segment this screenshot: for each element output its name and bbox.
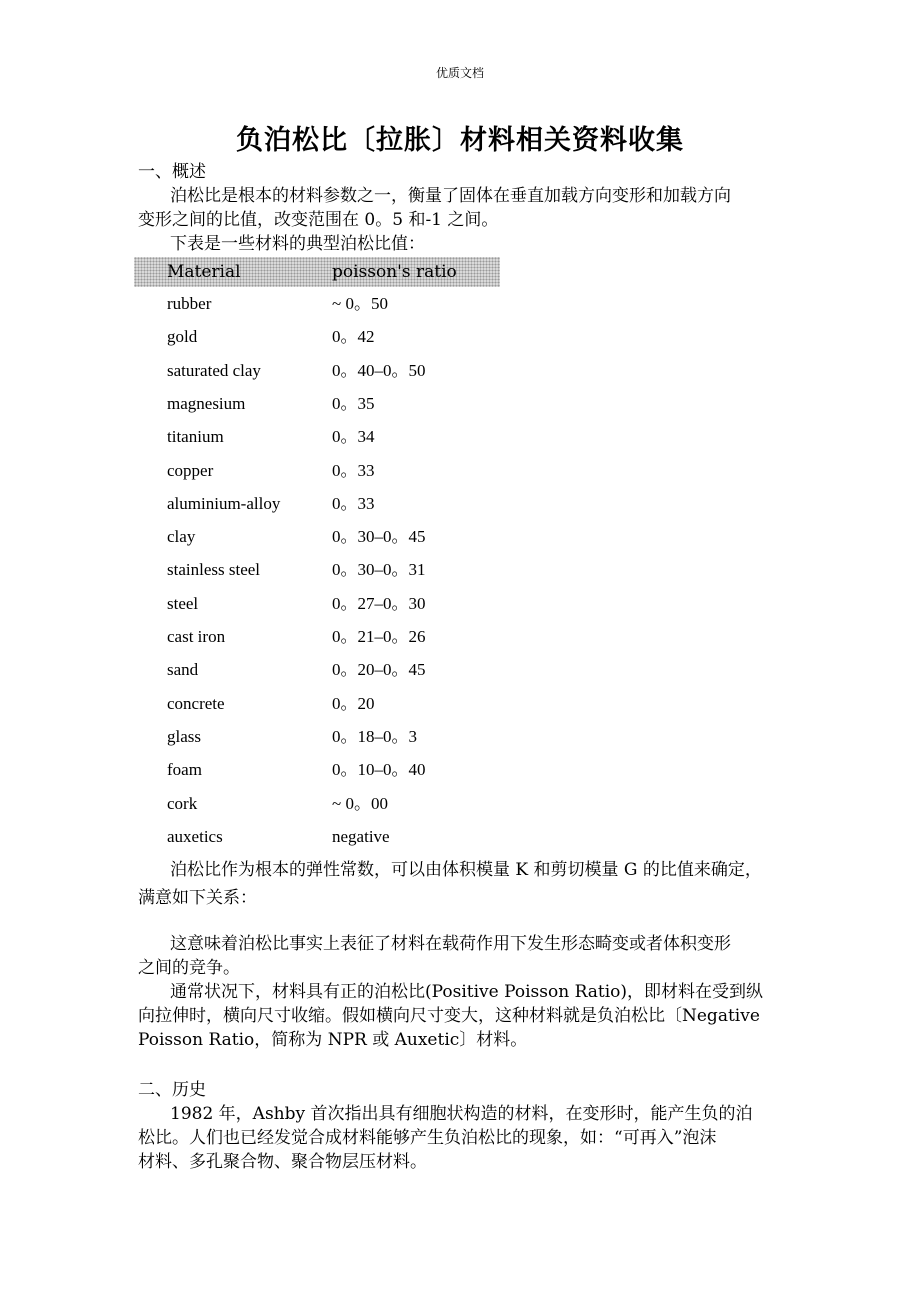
table-row [0, 425, 920, 449]
poisson-ratio-value: 0。33 [332, 460, 375, 480]
elastic-constant-line-2: 满意如下关系： [138, 888, 257, 908]
table-row [0, 792, 920, 816]
material-name: glass [167, 726, 201, 746]
history-line-2: 松比。人们也已经发觉合成材料能够产生负泊松比的现象，如：“可再入”泡沫 [138, 1128, 717, 1148]
poisson-ratio-value: ~ 0。00 [332, 793, 388, 813]
table-row [0, 825, 920, 849]
poisson-ratio-value: 0。18–0。3 [332, 726, 417, 746]
table-row [0, 625, 920, 649]
poisson-ratio-value: ~ 0。50 [332, 294, 388, 313]
column-header-material: Material [167, 262, 241, 282]
material-name: saturated clay [167, 360, 261, 380]
poisson-ratio-value: 0。20 [332, 693, 375, 713]
poisson-ratio-value: 0。10–0。40 [332, 760, 426, 780]
elastic-constant-line-1: 泊松比作为根本的弹性常数，可以由体积模量 K 和剪切模量 G 的比值来确定， [170, 860, 762, 880]
column-header-poisson-ratio: poisson's ratio [332, 262, 457, 282]
table-row [0, 525, 920, 549]
poisson-ratio-value: 0。30–0。45 [332, 527, 426, 547]
competition-line-1: 这意味着泊松比事实上表征了材料在载荷作用下发生形态畸变或者体积变形 [170, 934, 731, 954]
material-name: steel [167, 593, 199, 613]
section-heading-overview: 一、概述 [138, 162, 206, 182]
poisson-ratio-value: 0。42 [332, 327, 375, 347]
overview-line-2: 变形之间的比值，改变范围在 0。5 和-1 之间。 [138, 210, 499, 230]
material-name: titanium [167, 427, 224, 447]
poisson-ratio-value: 0。40–0。50 [332, 360, 426, 380]
table-row [0, 692, 920, 716]
poisson-ratio-value: negative [332, 826, 390, 846]
npr-definition-line-2: 向拉伸时，横向尺寸收缩。假如横向尺寸变大，这种材料就是负泊松比〔Negative [138, 1006, 760, 1026]
material-name: aluminium-alloy [167, 493, 281, 513]
poisson-ratio-value: 0。33 [332, 493, 375, 513]
material-name: gold [167, 327, 198, 347]
table-row [0, 459, 920, 483]
poisson-ratio-value: 0。21–0。26 [332, 627, 426, 646]
material-name: copper [167, 460, 214, 480]
poisson-ratio-value: 0。35 [332, 393, 375, 413]
table-row [0, 725, 920, 749]
npr-definition-line-3: Poisson Ratio，简称为 NPR 或 Auxetic〕材料。 [138, 1030, 528, 1050]
competition-line-2: 之间的竞争。 [138, 958, 240, 978]
table-row [0, 658, 920, 682]
table-row [0, 325, 920, 349]
material-name: cork [167, 793, 198, 813]
history-line-3: 材料、多孔聚合物、聚合物层压材料。 [138, 1152, 427, 1172]
table-row [0, 592, 920, 616]
section-heading-history: 二、历史 [138, 1080, 206, 1100]
table-row [0, 558, 920, 582]
history-line-1: 1982 年，Ashby 首次指出具有细胞状构造的材料，在变形时，能产生负的泊 [170, 1104, 753, 1124]
npr-definition-line-1: 通常状况下，材料具有正的泊松比(Positive Poisson Ratio)，即材料在受到纵 [170, 982, 764, 1002]
table-row [0, 392, 920, 416]
table-row [0, 359, 920, 383]
material-name: sand [167, 660, 199, 680]
poisson-ratio-value: 0。34 [332, 427, 375, 447]
table-header [134, 257, 500, 287]
overview-line-3: 下表是一些材料的典型泊松比值： [170, 234, 425, 254]
material-name: cast iron [167, 627, 226, 646]
material-name: auxetics [167, 826, 223, 846]
material-name: magnesium [167, 393, 246, 413]
poisson-ratio-value: 0。30–0。31 [332, 560, 426, 580]
table-row [0, 758, 920, 782]
material-name: rubber [167, 294, 212, 313]
poisson-ratio-value: 0。27–0。30 [332, 593, 426, 613]
table-row [0, 492, 920, 516]
overview-line-1: 泊松比是根本的材料参数之一，衡量了固体在垂直加载方向变形和加载方向 [170, 186, 731, 206]
document-title: 负泊松比〔拉胀〕材料相关资料收集 [236, 125, 684, 156]
material-name: concrete [167, 693, 225, 713]
poisson-ratio-value: 0。20–0。45 [332, 660, 426, 680]
material-name: foam [167, 760, 202, 780]
material-name: stainless steel [167, 560, 261, 580]
table-row [0, 292, 920, 316]
material-name: clay [167, 527, 196, 547]
page-header: 优质文档 [435, 66, 484, 80]
